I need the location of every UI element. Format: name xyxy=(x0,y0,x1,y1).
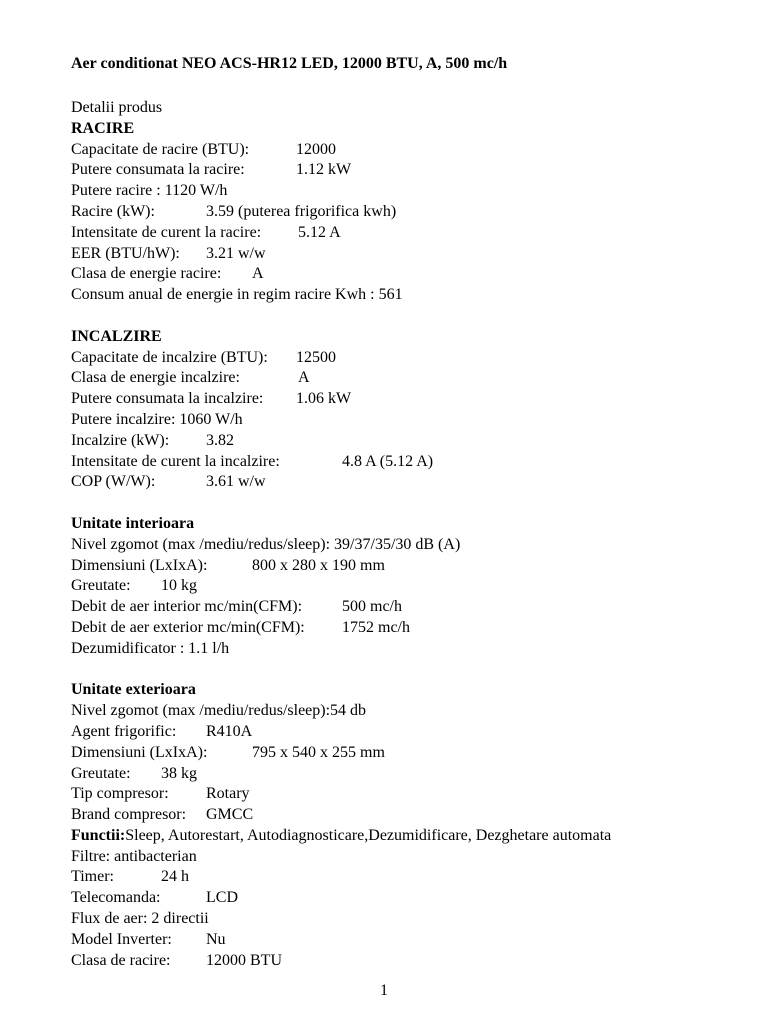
spec-row xyxy=(71,867,751,888)
spec-value: 38 kg xyxy=(161,764,197,782)
section-heading-unitate-exterioara: Unitate exterioara xyxy=(71,681,196,699)
spec-value: 3.82 xyxy=(206,431,234,449)
spec-label: Debit de aer interior mc/min(CFM): xyxy=(71,598,303,616)
spec-row xyxy=(71,181,751,202)
functii-label: Functii: xyxy=(71,826,126,844)
spec-row xyxy=(71,951,751,972)
spec-value: 795 x 540 x 255 mm xyxy=(252,743,385,761)
spec-label: Capacitate de racire (BTU): xyxy=(71,140,250,158)
spec-row xyxy=(71,285,751,306)
spec-label: Racire (kW): xyxy=(71,202,155,220)
spec-label: Tip compresor: xyxy=(71,785,169,803)
spec-row-functii xyxy=(71,826,751,847)
spec-label: Consum anual de energie in regim racire Kwh : 561 xyxy=(71,286,403,304)
spec-row xyxy=(71,847,751,868)
spec-label: Putere consumata la incalzire: xyxy=(71,390,264,408)
spec-value: 12500 xyxy=(296,348,336,366)
spec-label: Putere racire : 1120 W/h xyxy=(71,182,228,200)
spec-row xyxy=(71,348,751,369)
spec-value: 3.21 w/w xyxy=(206,244,266,262)
spec-label: Model Inverter: xyxy=(71,930,172,948)
spec-value: Nu xyxy=(206,930,226,948)
spec-row xyxy=(71,452,751,473)
spec-value: LCD xyxy=(206,889,238,907)
spec-row xyxy=(71,244,751,265)
functii-value: Sleep, Autorestart, Autodiagnosticare,Dezumidificare, Dezghetare automata xyxy=(125,826,612,844)
spec-value: 12000 BTU xyxy=(206,951,282,969)
spec-value: 3.59 (puterea frigorifica kwh) xyxy=(206,202,397,220)
spec-value: GMCC xyxy=(206,806,254,824)
spec-row xyxy=(71,202,751,223)
spec-row xyxy=(71,264,751,285)
spec-label: Intensitate de curent la incalzire: xyxy=(71,452,280,470)
spec-label: Flux de aer: 2 directii xyxy=(71,910,209,928)
spec-label: Brand compresor: xyxy=(71,806,187,824)
spec-row xyxy=(71,909,751,930)
spec-label: Dimensiuni (LxIxA): xyxy=(71,556,208,574)
spec-row xyxy=(71,223,751,244)
spec-label: Putere consumata la racire: xyxy=(71,161,245,179)
spec-row xyxy=(71,556,751,577)
spec-label: Intensitate de curent la racire: xyxy=(71,223,262,241)
spec-value: 10 kg xyxy=(161,577,197,595)
spec-value: R410A xyxy=(206,722,253,740)
spec-row xyxy=(71,888,751,909)
section-heading-unitate-interioara: Unitate interioara xyxy=(71,514,195,532)
document-title: Aer conditionat NEO ACS-HR12 LED, 12000 BTU, A, 500 mc/h xyxy=(71,55,508,72)
document-body xyxy=(71,98,751,971)
spec-value: 4.8 A (5.12 A) xyxy=(342,452,434,470)
spec-label: Clasa de energie racire: xyxy=(71,265,222,283)
spec-row xyxy=(71,639,751,660)
spec-label: COP (W/W): xyxy=(71,473,156,491)
spec-label: Incalzire (kW): xyxy=(71,431,170,449)
spec-row xyxy=(71,535,751,556)
spec-label: Nivel zgomot (max /mediu/redus/sleep): 39/37/35/30 dB (A) xyxy=(71,535,461,553)
spec-row xyxy=(71,410,751,431)
spec-row xyxy=(71,618,751,639)
spec-label: Dimensiuni (LxIxA): xyxy=(71,743,208,761)
spec-row xyxy=(71,576,751,597)
spec-value: 24 h xyxy=(161,868,189,886)
spec-value: A xyxy=(252,265,264,283)
spec-label: Dezumidificator : 1.1 l/h xyxy=(71,639,230,657)
spec-label: Greutate: xyxy=(71,577,131,595)
spec-label: Agent frigorific: xyxy=(71,722,177,740)
spec-value: Rotary xyxy=(206,785,250,803)
spec-value: 5.12 A xyxy=(298,223,341,241)
spec-value: 3.61 w/w xyxy=(206,473,266,491)
spec-value: 12000 xyxy=(296,140,336,158)
spec-value: 1752 mc/h xyxy=(342,618,410,636)
spec-label: Clasa de racire: xyxy=(71,951,171,969)
details-label: Detalii produs xyxy=(71,99,163,116)
spec-row xyxy=(71,368,751,389)
spec-label: Putere incalzire: 1060 W/h xyxy=(71,410,243,428)
spec-row xyxy=(71,784,751,805)
spec-value: 500 mc/h xyxy=(342,598,402,616)
spec-row xyxy=(71,764,751,785)
spec-row xyxy=(71,431,751,452)
spec-row xyxy=(71,743,751,764)
spec-row xyxy=(71,389,751,410)
spec-label: EER (BTU/hW): xyxy=(71,244,180,262)
spec-label: Timer: xyxy=(71,868,114,886)
spec-row xyxy=(71,140,751,161)
spec-label: Debit de aer exterior mc/min(CFM): xyxy=(71,618,305,636)
spec-row xyxy=(71,805,751,826)
spec-label: Greutate: xyxy=(71,764,131,782)
spec-label: Clasa de energie incalzire: xyxy=(71,369,240,387)
spec-value: A xyxy=(298,369,310,387)
spec-value: 800 x 280 x 190 mm xyxy=(252,556,385,574)
section-heading-racire: RACIRE xyxy=(71,119,135,137)
spec-row xyxy=(71,472,751,493)
spec-row xyxy=(71,701,751,722)
spec-row xyxy=(71,597,751,618)
spec-value: 1.06 kW xyxy=(296,390,352,408)
spec-label: Nivel zgomot (max /mediu/redus/sleep):54 db xyxy=(71,702,367,720)
page-number: 1 xyxy=(380,982,388,999)
spec-row xyxy=(71,160,751,181)
spec-label: Capacitate de incalzire (BTU): xyxy=(71,348,268,366)
spec-row xyxy=(71,722,751,743)
spec-row xyxy=(71,930,751,951)
spec-value: 1.12 kW xyxy=(296,161,352,179)
section-heading-incalzire: INCALZIRE xyxy=(71,327,162,345)
spec-label: Filtre: antibacterian xyxy=(71,847,197,865)
spec-label: Telecomanda: xyxy=(71,889,161,907)
